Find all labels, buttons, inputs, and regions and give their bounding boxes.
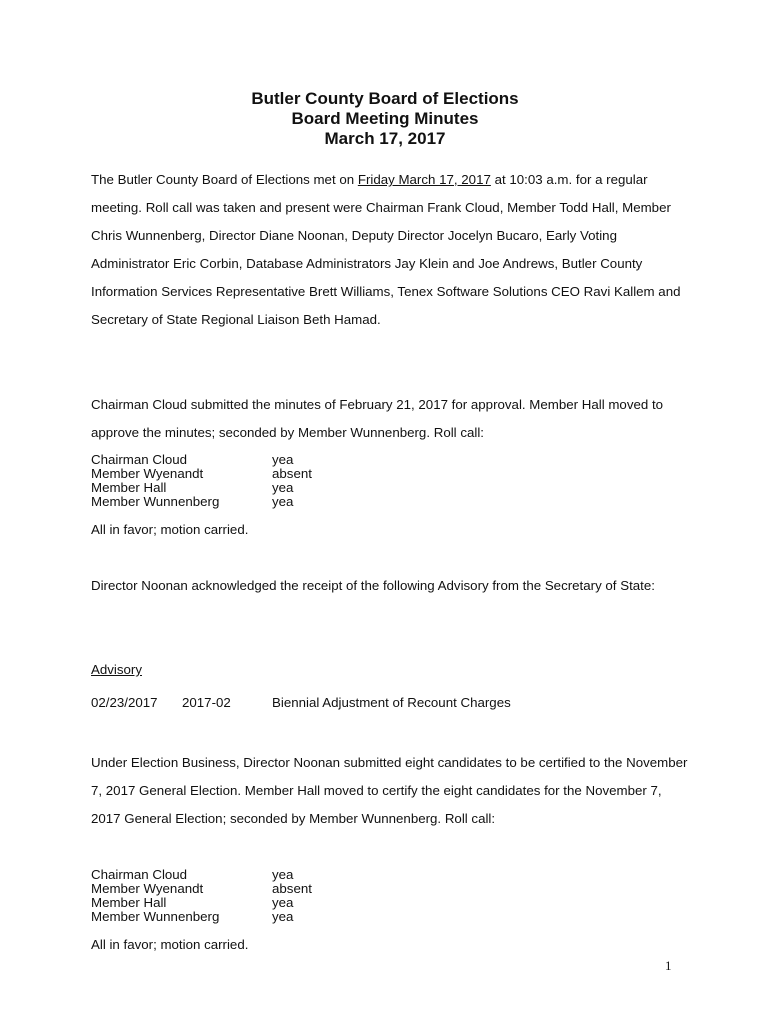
- paragraph-candidate-certification: Under Election Business, Director Noonan submitted eight candidates to be certified to the November 7, 2017 General Election. Member Hall moved to certify the eight candidates for the November 7, 2017 General Election; seconded by Member Wunnenberg. Roll call:: [91, 755, 688, 826]
- motion-result-1: All in favor; motion carried.: [91, 522, 249, 537]
- roll-call-member: Member Wyenandt: [91, 466, 204, 481]
- roll-call-row: [91, 868, 312, 882]
- roll-call-vote: absent: [272, 466, 312, 481]
- attendance-text-start: The Butler County Board of Elections met on: [91, 172, 358, 187]
- roll-call-vote: yea: [272, 909, 294, 924]
- roll-call-row: [91, 453, 312, 467]
- title-line-organization: Butler County Board of Elections: [251, 89, 519, 108]
- roll-call-member: Member Wyenandt: [91, 881, 204, 896]
- roll-call-member: Chairman Cloud: [91, 452, 188, 467]
- roll-call-member: Member Wunnenberg: [91, 494, 220, 509]
- roll-call-row: [91, 467, 312, 481]
- document-title: [0, 89, 770, 149]
- roll-call-vote: absent: [272, 881, 312, 896]
- advisory-row: [91, 693, 511, 713]
- roll-call-vote: yea: [272, 480, 294, 495]
- attendance-text-rest: at 10:03 a.m. for a regular meeting. Roll call was taken and present were Chairman Frank Cloud, Member Todd Hall, Member Chris Wunnenberg, Director Diane Noonan, Deputy Director Jocelyn Bucaro, Early Voting Administrator Eric Corbin, Database Administrators Jay Klein and Joe Andrews, Butler County Information Services Representative Brett Williams, Tenex Software Solutions CEO Ravi Kallem and Secretary of State Regional Liaison Beth Hamad.: [91, 172, 681, 327]
- advisory-heading: Advisory: [91, 662, 142, 677]
- roll-call-row: [91, 882, 312, 896]
- roll-call-row: [91, 896, 312, 910]
- roll-call-row: [91, 495, 312, 509]
- roll-call-member: Chairman Cloud: [91, 867, 188, 882]
- roll-call-member: Member Hall: [91, 895, 167, 910]
- motion-result-2: All in favor; motion carried.: [91, 937, 249, 952]
- roll-call-vote: yea: [272, 895, 294, 910]
- title-line-date: March 17, 2017: [324, 129, 446, 148]
- page-number: 1: [665, 958, 672, 973]
- meeting-date-underlined: Friday March 17, 2017: [357, 172, 491, 187]
- paragraph-attendance: [91, 166, 691, 334]
- roll-call-row: [91, 481, 312, 495]
- roll-call-vote: yea: [272, 452, 294, 467]
- title-line-meeting: Board Meeting Minutes: [291, 109, 479, 128]
- advisory-number: 2017-02: [182, 695, 231, 710]
- paragraph-advisory-receipt: Director Noonan acknowledged the receipt of the following Advisory from the Secretary of State:: [91, 578, 655, 593]
- roll-call-row: [91, 910, 312, 924]
- paragraph-minutes-approval: Chairman Cloud submitted the minutes of February 21, 2017 for approval. Member Hall moved to approve the minutes; seconded by Member Wunnenberg. Roll call:: [91, 397, 664, 440]
- advisory-subject: Biennial Adjustment of Recount Charges: [272, 695, 511, 710]
- roll-call-vote: yea: [272, 867, 294, 882]
- advisory-date: 02/23/2017: [91, 695, 158, 710]
- roll-call-vote: yea: [272, 494, 294, 509]
- roll-call-table-1: [91, 453, 312, 509]
- roll-call-table-2: [91, 868, 312, 924]
- roll-call-member: Member Wunnenberg: [91, 909, 220, 924]
- roll-call-member: Member Hall: [91, 480, 167, 495]
